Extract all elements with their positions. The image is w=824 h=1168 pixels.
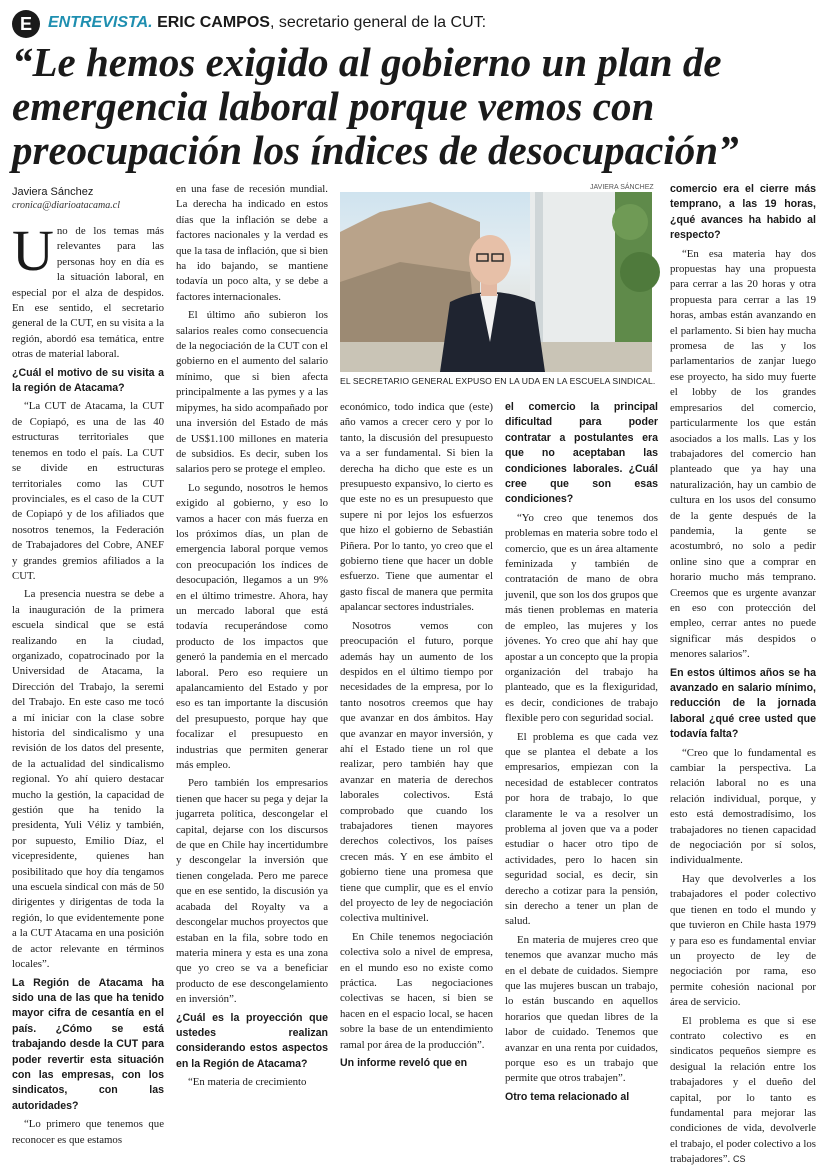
byline-author: Javiera Sánchez bbox=[12, 186, 94, 198]
interview-question: ¿Cuál el motivo de su visita a la región de Atacama? bbox=[12, 366, 164, 395]
article-column-5 bbox=[670, 182, 817, 1166]
answer-paragraph: El último año subieron los salarios reales como consecuencia de la negociación de la CUT con el gobierno en el aumento del salario mínimo, que si bien afecta principalmente a las pymes y a las mipymes, ha sido acompañado por una inversión del Estado de más de US$1.100 millones en materia de subsidios. Es decir, suben los salarios pero se protege el empleo. bbox=[176, 309, 328, 476]
answer-paragraph: Lo segundo, nosotros le hemos exigido al gobierno, y eso lo vamos a hacer con más fuerza en los próximos días, un plan de emergencia laboral porque vemos con preocupación los índices de desocupación, llegamos a un 9% en el último trimestre. Ahora, hay un mercado laboral que está todavía recuperándose como producto de los impactos que generó la pandemia en el mercado laboral. Pero eso requiere un apalancamiento del Estado y por eso es tan importante la discusión del presupuesto, porque hay que focalizar el presupuesto en industrias que permiten generar más empleo. bbox=[176, 481, 328, 772]
answer-paragraph: En Chile tenemos negociación colectiva solo a nivel de empresa, en el mundo eso no existe como práctica. Las negociaciones colectivas se hacen, si bien se hacen en el espacio local, se hacen sobre la base de un entendimiento ramal por área de la producción”. bbox=[340, 930, 493, 1051]
headline-line: “Le hemos exigido al gobierno un plan de bbox=[12, 39, 722, 85]
article-column-3 bbox=[340, 400, 493, 1104]
answer-paragraph: “Creo que lo fundamental es cambiar la perspectiva. La relación laboral no es una relación individual, porque, y esto está demostradísimo, los trabajadores no tienen capacidad de negociación por sí solos, individualmente. bbox=[670, 746, 816, 867]
article-column-4 bbox=[505, 400, 658, 1104]
headline-line: emergencia laboral porque vemos con bbox=[12, 83, 655, 129]
article-column-1 bbox=[12, 218, 164, 1146]
answer-paragraph: El problema es que cada vez que se plantea el debate a los empresarios, empiezan con la necesidad de establecer contratos por hora de trabajo, lo que claramente le va a resolver un problema al joven que va a poder estudiar o hacer otro tipo de actividades, pero lo hacen sin seguridad social, es decir, sin derecho a cotizar para la pensión, sin derecho a tener un plan de salud. bbox=[505, 730, 658, 928]
photo-illustration bbox=[340, 192, 652, 372]
answer-paragraph: “Yo creo que tenemos dos problemas en materia sobre todo el comercio, que es un área altamente feminizada y también de contratación de mano de obra juvenil, que son los dos grupos que más tienen problemas en materia de empleo, las mujeres y los jóvenes. Yo creo que ahí hay que apostar a un concepto que la propia organización del trabajo ha planteado, que es la flexiguridad, es decir, condiciones de trabajo flexible pero con seguridad social. bbox=[505, 511, 658, 725]
interview-question: el comercio la principal dificultad para poder contratar a postulantes era que no aceptaban las condiciones laborales. ¿Cuál cree que son esas condiciones? bbox=[505, 401, 658, 506]
lead-paragraph bbox=[12, 218, 164, 363]
answer-paragraph: “En esa materia hay dos propuestas hay una propuesta para cerrar a las 20 horas y otra propuesta para cerrar a las 19 horas, ambas están avanzando en el parlamento. Si bien hay mucha promesa de las y los parlamentarios de zanjar luego ese proyecto, ha sido muy fuerte el lobby de los grandes empresarios del comercio, particularmente los que están asociados a los malls. Las y los trabajadores del comercio han planteado que ya hay una naturalización, hay un cambio de cultura en los usos del consumo de la gente después de la pandemia, la gente se acostumbró, no solo a pedir online sino que a comprar en horario mucho más temprano. Creemos que es urgente avanzar en eso con protección del empleo, cerrar antes no puede significar más despidos o menores salarios”. bbox=[670, 247, 816, 661]
answer-paragraph: En materia de mujeres creo que tenemos que avanzar mucho más en el debate de cuidados. Siempre que las mujeres buscan un trabajo, lo están buscando en aquellos horarios que quedan libres de la labor de cuidado. Tenemos que avanzar en una renta por cuidados, porque eso es un trabajo que permite que otros trabajen”. bbox=[505, 933, 658, 1085]
interview-question: Otro tema relacionado al bbox=[505, 1090, 630, 1103]
answer-paragraph: Nosotros vemos con preocupación el futuro, porque además hay un aumento de los despidos en el último tiempo por necesidades de la empresa, por lo tanto nosotros creemos que hay que avanzar en dos ámbitos. Hay que avanzar en mayor inversión, y ahí el Estado tiene un rol que realizar, pero también hay que avanzar en materia de derechos laborales colectivos. Está comprobado que cuando los trabajadores tienen mayores derechos colectivos, los países crecen más. Y en ese ámbito el gobierno tiene una promesa que tiene que cumplir, que es el envío del proyecto de ley de negociación colectiva multinivel. bbox=[340, 619, 493, 925]
interview-question: ¿Cuál es la proyección que ustedes realizan considerando estos aspectos en la Región de Atacama? bbox=[176, 1011, 328, 1070]
section-label: ENTREVISTA. bbox=[48, 14, 153, 31]
lead-text: no de los temas más relevantes para las personas hoy en día es la situación laboral, en especial por el alza de despidos. En ese sentido, el secretario general de la CUT, en su visita a la región, abordó esa temática, entre otras de material laboral. bbox=[12, 225, 164, 361]
answer-paragraph: La presencia nuestra se debe a la inauguración de la primera escuela sindical que se está realizando en la ciudad, organizado, copatrocinado por la Universidad de Atacama, la Dirección del Trabajo, la seremi del Trabajo. En este caso me tocó a mí iniciar con la clase sobre historia del sindicalismo y una revisión de los datos del presente, de la actualidad del sindicalismo regional. Yo ahí quiero destacar mucho la gestión, la capacidad de gestión que ha tenido la presidenta, Yuli Véliz y también, por supuesto, Emilio Díaz, el vicepresidente, quienes han posibilitado que hoy día tengamos una escuela sindical con más de 50 dirigentes y dirigentas de toda la región, lo que evidentemente pone a la CUT Atacama en una posición de actor relevante en términos locales”. bbox=[12, 588, 164, 971]
kicker bbox=[48, 14, 486, 32]
photo-credit: JAVIERA SÁNCHEZ bbox=[590, 184, 654, 191]
interviewee-role: , secretario general de la CUT: bbox=[269, 14, 487, 31]
answer-paragraph: económico, todo indica que (este) año vamos a crecer cero y por lo tanto, la discusión del presupuesto va a ser fundamental. Si bien la derecha ha dicho que este es un presupuesto expansivo, lo cierto es que este no es un presupuesto que supere ni por lejos los esfuerzos que hizo el gobierno de Sebastián Piñera. Por lo tanto, yo creo que el gobierno tiene que hacer un doble esfuerzo. Tiene que aumentar el gasto fiscal de manera que permita apalancar sectores industriales. bbox=[340, 401, 493, 614]
article-column-2 bbox=[176, 182, 328, 1104]
byline-email: cronica@diarioatacama.cl bbox=[12, 200, 120, 211]
drop-cap: U bbox=[12, 218, 54, 283]
photo-caption: EL SECRETARIO GENERAL EXPUSO EN LA UDA EN LA ESCUELA SINDICAL. bbox=[340, 376, 656, 386]
interview-question: En estos últimos años se ha avanzado en salario mínimo, reducción de la jornada laboral ¿qué cree usted que todavía falta? bbox=[670, 666, 816, 741]
answer-paragraph: “Lo primero que tenemos que reconocer es que estamos bbox=[12, 1118, 164, 1146]
answer-paragraph: “En materia de crecimiento bbox=[188, 1076, 307, 1089]
interviewee-name: ERIC CAMPOS bbox=[157, 14, 270, 31]
answer-paragraph: Pero también los empresarios tienen que hacer su pega y dejar la jugarreta política, descongelar el capital, dejarse con los discursos de que en Chile hay incertidumbre y descongelar la inversión que tienen congelada. Pero me parece que en ese sentido, la discusión ya acabada del Royalty va a descongelar muchos proyectos que estaban en la fila, sobre todo en materia minera y esta es una zona que yo creo se va a beneficiar producto de ese descongelamiento en inversión”. bbox=[176, 777, 328, 1006]
interview-question: Un informe reveló que en bbox=[340, 1057, 468, 1070]
headline bbox=[12, 40, 812, 172]
interview-question: comercio era el cierre más temprano, a las 19 horas, ¿qué avances ha habido al respecto? bbox=[670, 183, 816, 242]
section-badge: E bbox=[12, 10, 40, 38]
answer-paragraph: El problema es que si ese contrato colectivo es en sindicatos pequeños siempre es desigual la relación entre los trabajadores y el dueño del capital, por lo tanto es fundamental para mejorar las condiciones de vida, devolverle el trabajo, el poder colectivo a los trabajadores”. CS bbox=[670, 1014, 817, 1166]
end-mark: CS bbox=[732, 1154, 746, 1165]
interview-question: La Región de Atacama ha sido una de las que ha tenido mayor cifra de cesantía en el país. ¿Cómo se está trabajando desde la CUT para poder revertir esta situación con las empresas, con los sindicatos, con las autoridades? bbox=[12, 976, 164, 1112]
answer-paragraph: “La CUT de Atacama, la CUT de Copiapó, es una de las 40 estructuras territoriales que tenemos en todo el país. La CUT se divide en estructuras territoriales como las CUT provinciales, es el caso de la CUT de Copiapó y de los afiliados que nosotros tenemos, la Federación de Trabajadores del Cobre, ANEF y grandes gremios afiliados a la CUT. bbox=[12, 400, 164, 582]
answer-paragraph: en una fase de recesión mundial. La derecha ha indicado en estos días que la inflación se debe a factores nacionales y la verdad es que la tasa de inflación, que si bien ha ido bajando, se mantiene todavía un poco alta, y se debe a factores internacionales. bbox=[176, 183, 328, 303]
headline-line: preocupación los índices de desocupación” bbox=[12, 127, 739, 173]
interview-photo bbox=[340, 192, 652, 372]
answer-paragraph: Hay que devolverles a los trabajadores el poder colectivo que tienen en todo el mundo y que tuvieron en Chile hasta 1979 y para eso es fundamental enviar un proyecto de ley de negociación por rama, eso permite cohesión nacional por área de servicio. bbox=[670, 872, 816, 1009]
